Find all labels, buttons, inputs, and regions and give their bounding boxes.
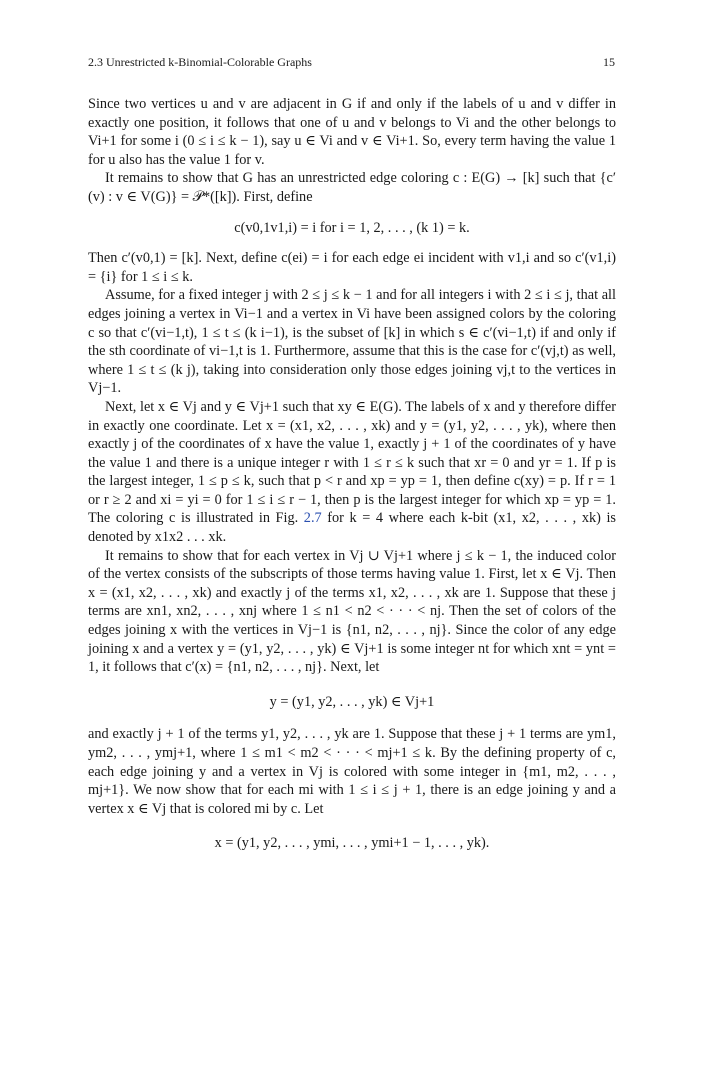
figure-link[interactable]: 2.7 [303, 510, 322, 527]
paragraph [88, 398, 616, 547]
paragraph: It remains to show that for each vertex in Vj ∪ Vj+1 where j ≤ k − 1, the induced color of the vertex consists of the subscripts of those terms having value 1. First, let x ∈ Vj. Then x = (x1, x2, . . . , xk) and exactly j of the terms x1, x2, . . . , xk are 1. Suppose that these j terms are xn1, xn2, . . . , xnj where 1 ≤ n1 < n2 < · · · < nj. Then the set of colors of the edges joining x with the vertices in Vj−1 is {n1, n2, . . . , nj}. Since the color of any edge joining x and a vertex y = (y1, y2, . . . , yk) ∈ Vj+1 is some integer nt for which xnt = ynt = 1, it follows that c′(x) = {n1, n2, . . . , nj}. Next, let [88, 547, 616, 676]
paragraph: Then c′(v0,1) = [k]. Next, define c(ei) = i for each edge ei incident with v1,i and so c′(v1,i) = {i} for 1 ≤ i ≤ k. [88, 250, 616, 285]
paragraph-text: for k = 4 where each k-bit (x1, x2, . . . , xk) is denoted by x1x2 . . . xk. [88, 510, 616, 546]
display-equation: y = (y1, y2, . . . , yk) ∈ Vj+1 [269, 693, 435, 710]
running-header [88, 55, 615, 73]
page-number: 15 [603, 55, 615, 69]
paragraph-text: Next, let x ∈ Vj and y ∈ Vj+1 such that xy ∈ E(G). The labels of x and y therefore differ in exactly one coordinate. Let x = (x1, x2, . . . , xk) and y = (y1, y2, . . . , yk), where then exactly j of the coordinates of x have the value 1, exactly j + 1 of the coordinates of y have the value 1 and there is a unique integer r with 1 ≤ r ≤ k such that xr = 0 and yr = 1. If p is the largest integer, 1 ≤ p ≤ k, such that p < r and xp = yp = 1, then define c(xy) = p. If r = 1 or r ≥ 2 and xi = yi = 0 for 1 ≤ i ≤ r − 1, then p is the largest integer for which xp = yp = 1. The coloring c is illustrated in Fig. [88, 398, 616, 527]
paragraph: Since two vertices u and v are adjacent in G if and only if the labels of u and v differ in exactly one position, it follows that one of u and v belongs to Vi and the other belongs to Vi+1 for some i (0 ≤ i ≤ k − 1), say u ∈ Vi and v ∈ Vi+1. So, every term having the value 1 for u also has the value 1 for v. [88, 96, 616, 168]
section-title: 2.3 Unrestricted k-Binomial-Colorable Graphs [88, 55, 312, 69]
paragraph: Assume, for a fixed integer j with 2 ≤ j ≤ k − 1 and for all integers i with 2 ≤ i ≤ j, that all edges joining a vertex in Vi−1 and a vertex in Vi have been assigned colors by the coloring c so that c′(vi−1,t), 1 ≤ t ≤ (k i−1), is the subset of [k] in which s ∈ c′(vi−1,t) if and only if the sth coordinate of vi−1,t is 1. Furthermore, assume that this is the case for c′(vj,t) as well, where 1 ≤ t ≤ (k j), taking into consideration only those edges joining vj,t to the vertices in Vj−1. [88, 287, 616, 397]
display-equation: x = (y1, y2, . . . , ymi, . . . , ymi+1 − 1, . . . , yk). [214, 835, 490, 852]
paragraph: and exactly j + 1 of the terms y1, y2, . . . , yk are 1. Suppose that these j + 1 terms are ym1, ym2, . . . , ymj+1, where 1 ≤ m1 < m2 < · · · < mj+1 ≤ k. By the defining property of c, each edge joining y and a vertex in Vj is colored with some integer in {m1, m2, . . . , mj+1}. We now show that for each mi with 1 ≤ i ≤ j + 1, there is an edge joining y and a vertex x ∈ Vj that is colored mi by c. Let [88, 726, 616, 817]
paragraph: It remains to show that G has an unrestricted edge coloring c : E(G) → [k] such that {c′(v) : v ∈ V(G)} = 𝒫*([k]). First, define [88, 170, 616, 205]
page-body [88, 95, 616, 867]
display-equation: c(v0,1v1,i) = i for i = 1, 2, . . . , (k 1) = k. [234, 219, 470, 236]
